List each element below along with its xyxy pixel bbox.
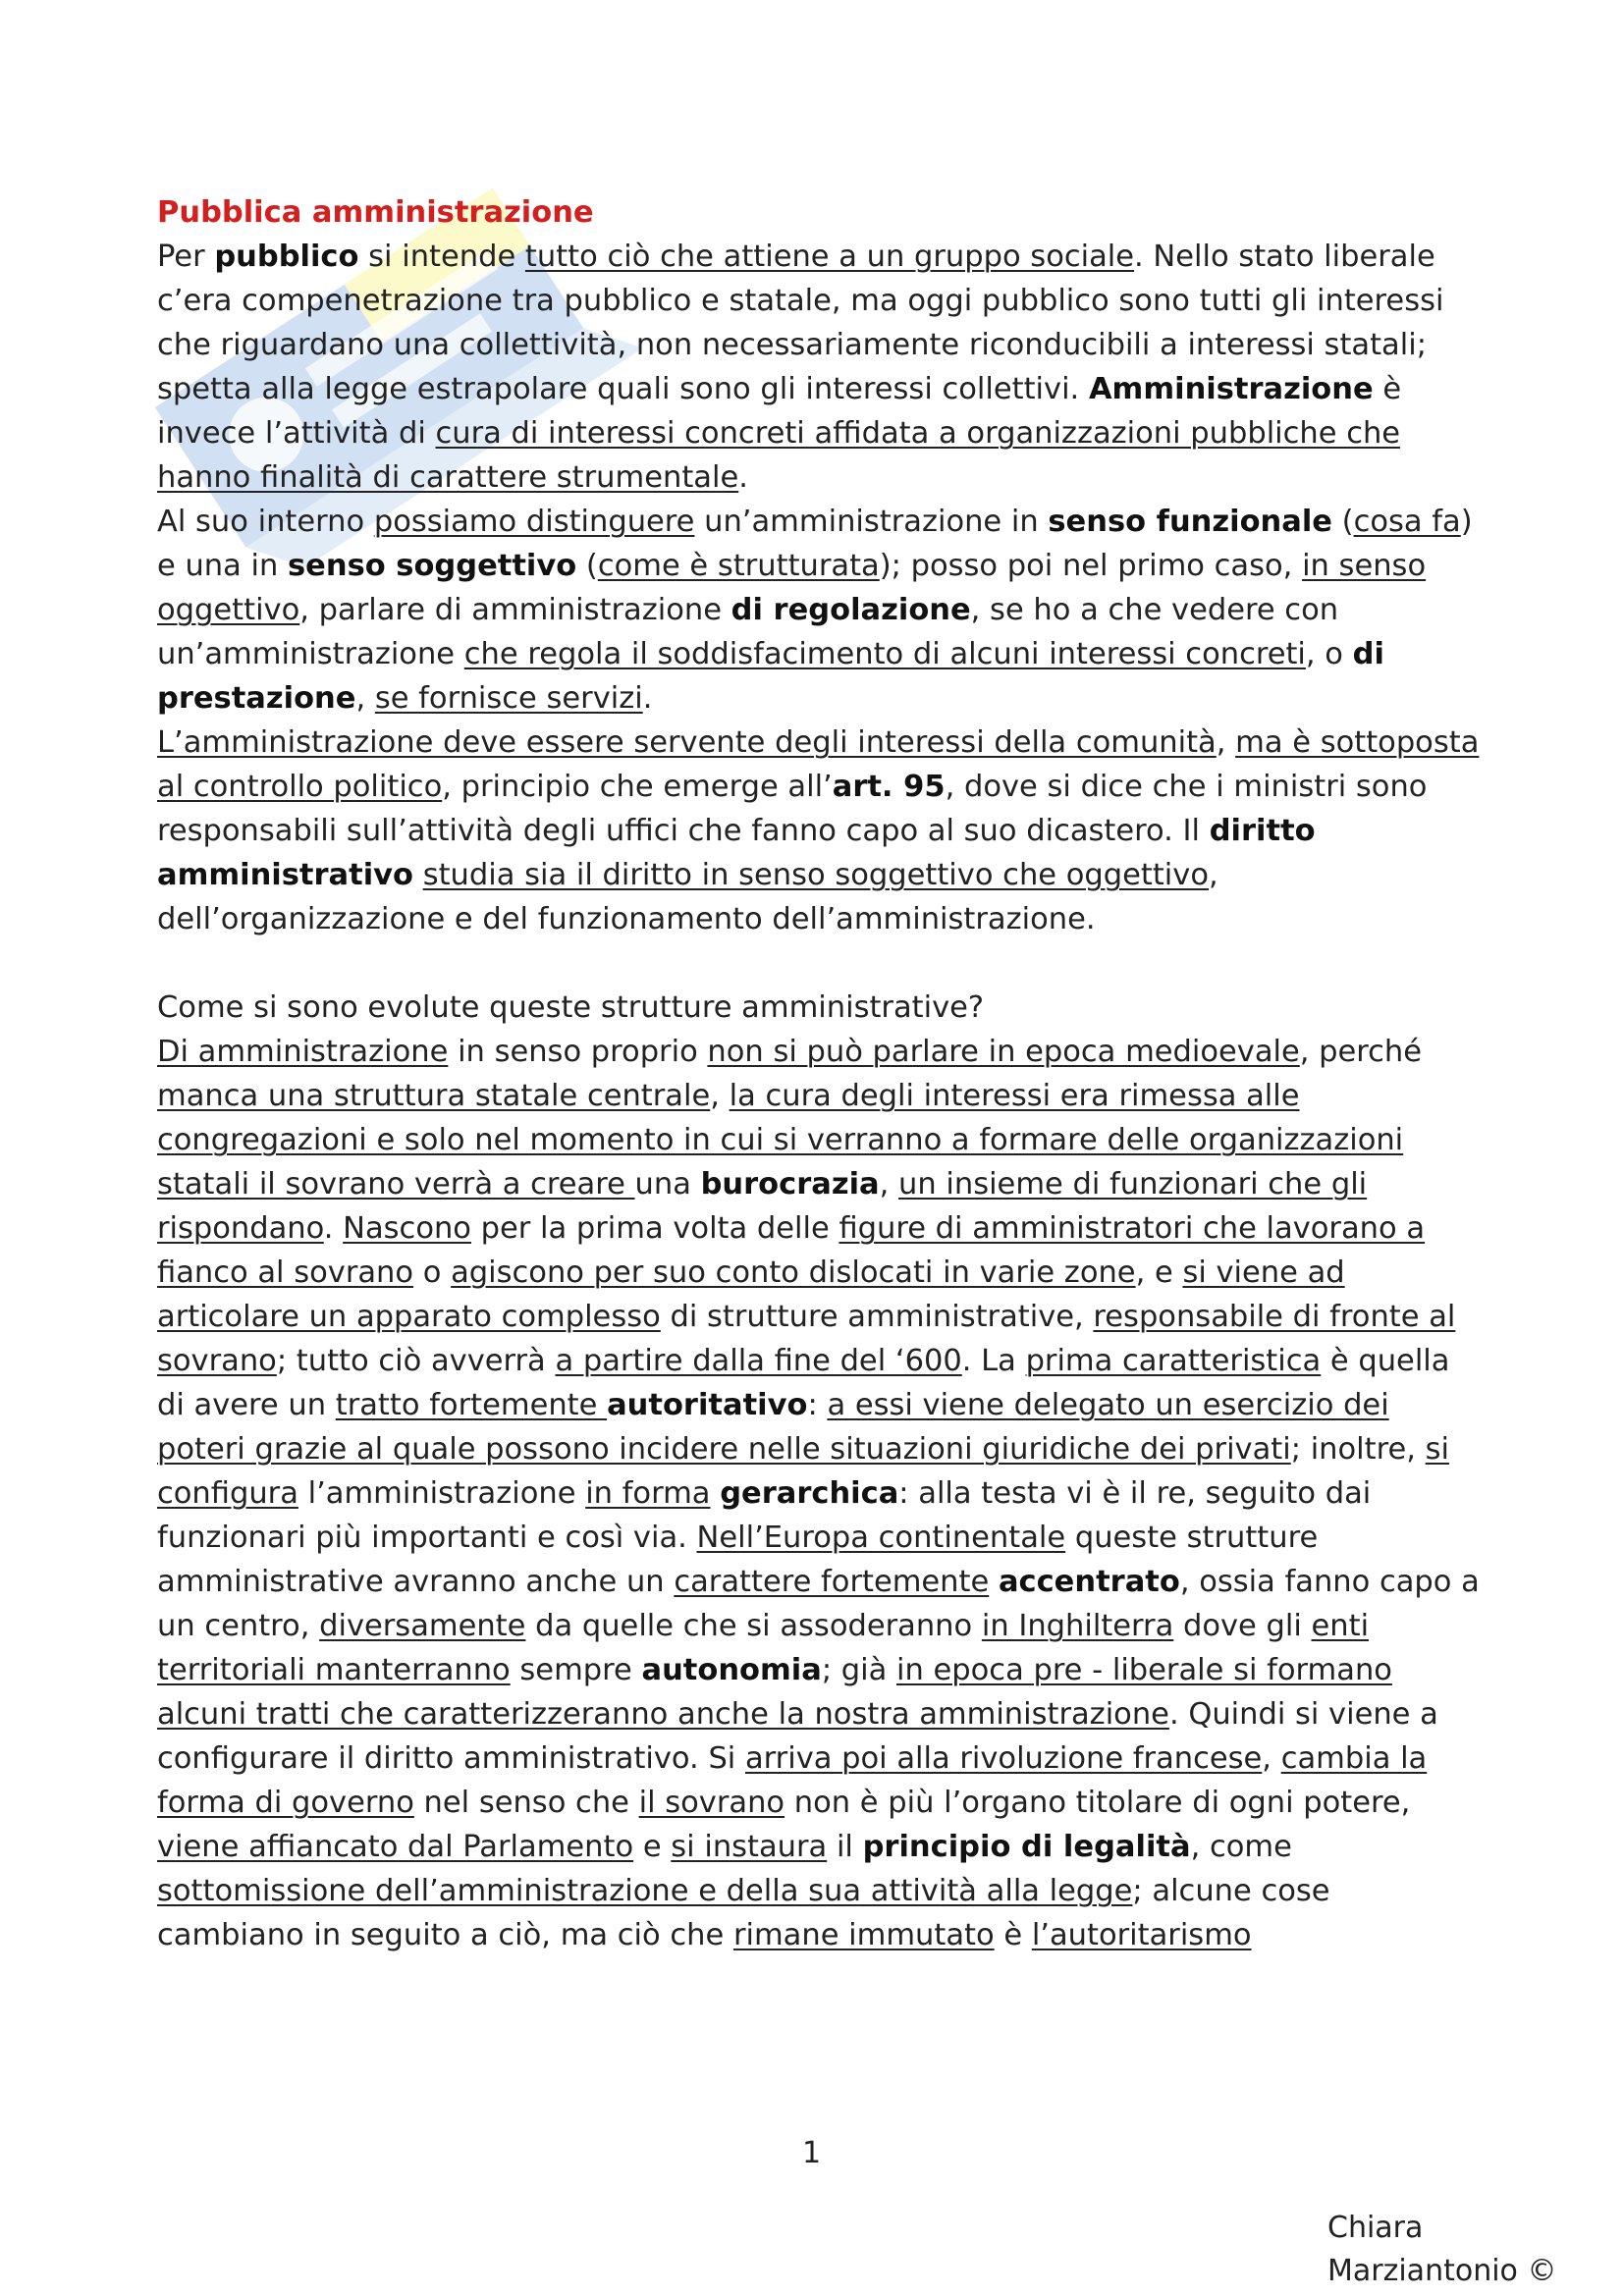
text-run: . La — [961, 1344, 1026, 1378]
text-run — [989, 1565, 999, 1599]
text-run: ); posso poi nel primo caso, — [879, 549, 1303, 583]
text-run: ( — [576, 549, 598, 583]
text-run: , dove si dice che i ministri sono responsabili sull’attività degli uffici che fanno capo al suo dicastero. Il — [157, 770, 1428, 848]
underlined-text: cambia la forma di governo — [157, 1741, 1428, 1820]
underlined-text: ma è sottoposta al controllo politico — [157, 725, 1480, 804]
text-run: nel senso che — [413, 1786, 639, 1820]
text-run: . — [642, 681, 653, 716]
bold-term: gerarchica — [720, 1476, 899, 1511]
text-run: o — [413, 1255, 452, 1290]
text-run: in senso proprio — [448, 1035, 708, 1069]
text-run: è invece l’attività di — [157, 372, 1402, 451]
underlined-text: carattere fortemente — [674, 1565, 990, 1599]
underlined-text: arriva poi alla rivoluzione francese — [744, 1741, 1263, 1776]
text-run: , — [879, 1167, 899, 1201]
text-run: l’amministrazione — [298, 1476, 586, 1511]
text-run: , — [355, 681, 375, 716]
underlined-text: cosa fa — [1353, 505, 1461, 539]
bold-term: senso soggettivo — [288, 549, 577, 583]
text-run: . — [323, 1211, 344, 1246]
underlined-text: in senso oggettivo — [157, 549, 1427, 627]
author-footer: Chiara Marziantonio © — [1327, 2211, 1557, 2288]
underlined-text: agiscono per suo conto dislocati in varie zone — [451, 1255, 1136, 1290]
text-run: , come — [1190, 1830, 1292, 1864]
text-run: ; tutto ciò avverrà — [276, 1344, 556, 1378]
paragraph-spacer — [157, 941, 1483, 986]
text-run: , ossia fanno capo a un centro, — [157, 1565, 1480, 1643]
text-run: per la prima volta delle — [470, 1211, 839, 1246]
text-run: , — [1216, 725, 1236, 760]
text-run: , e — [1135, 1255, 1183, 1290]
document-body — [157, 190, 1483, 1957]
underlined-text: si instaura — [671, 1830, 828, 1864]
underlined-text: che regola il soddisfacimento di alcuni interessi concreti — [463, 637, 1306, 671]
text-run: sempre — [510, 1653, 642, 1687]
underlined-text: a essi viene delegato un esercizio dei poteri grazie al quale possono incidere nelle situazioni giuridiche dei privati — [157, 1388, 1389, 1467]
page-number: 1 — [801, 2136, 822, 2170]
underlined-text: responsabile di fronte al sovrano — [157, 1300, 1456, 1378]
underlined-text: la cura degli interessi era rimessa alle congregazioni e solo nel momento in cui si verranno a formare delle organizzazioni statali il sovrano verrà a creare — [157, 1079, 1404, 1201]
text-run: di strutture amministrative, — [660, 1300, 1094, 1334]
underlined-text: in epoca pre - liberale si formano alcuni tratti che caratterizzeranno anche la nostra amministrazione — [157, 1653, 1392, 1732]
bold-term: diritto amministrativo — [157, 814, 1316, 892]
text-run: . Quindi si viene a configurare il diritto amministrativo. Si — [157, 1697, 1438, 1776]
bold-term: art. 95 — [832, 770, 946, 804]
underlined-text: tratto fortemente — [335, 1388, 608, 1422]
underlined-text: cura di interessi concreti affidata a organizzazioni pubbliche che hanno finalità di carattere strumentale — [157, 416, 1401, 495]
text-run: queste strutture amministrative avranno anche un — [157, 1521, 1319, 1599]
underlined-text: possiamo distinguere — [373, 505, 695, 539]
text-run: . Nello stato liberale c’era compenetrazione tra pubblico e statale, ma oggi pubblico sono tutti gli interessi che riguardano una collettività, non necessariamente riconducibili a interessi statali; spetta alla legge estrapolare quali sono gli interessi collettivi. — [157, 240, 1444, 406]
bold-term: burocrazia — [700, 1167, 880, 1201]
text-run: una — [634, 1167, 701, 1201]
bold-term: principio di legalità — [862, 1830, 1191, 1864]
bold-term: di regolazione — [730, 593, 971, 627]
text-run: , — [1262, 1741, 1281, 1776]
text-run: Per — [157, 240, 215, 274]
text-run: un’amministrazione in — [694, 505, 1049, 539]
paragraph — [157, 721, 1483, 941]
text-run: da quelle che si assoderanno — [525, 1609, 982, 1643]
underlined-text: si viene ad articolare un apparato complesso — [157, 1255, 1345, 1334]
underlined-text: non si può parlare in epoca medioevale — [707, 1035, 1300, 1069]
paragraph — [157, 1030, 1483, 1957]
text-run: è — [994, 1918, 1032, 1952]
text-run — [711, 1476, 721, 1511]
bold-term: di prestazione — [157, 637, 1384, 716]
text-run: ; alcune cose cambiano in seguito a ciò, ma ciò che — [157, 1874, 1330, 1952]
text-run: ; inoltre, — [1290, 1432, 1426, 1467]
underlined-text: Nascono — [343, 1211, 471, 1246]
underlined-text: un insieme di funzionari che gli rispondano — [157, 1167, 1368, 1246]
underlined-text: diversamente — [319, 1609, 526, 1643]
underlined-text: sottomissione dell’amministrazione e della sua attività alla legge — [157, 1874, 1133, 1908]
underlined-text: manca una struttura statale centrale — [157, 1079, 711, 1113]
bold-term: autoritativo — [607, 1388, 808, 1422]
underlined-text: in forma — [585, 1476, 711, 1511]
bold-term: pubblico — [214, 240, 359, 274]
text-run: . — [738, 460, 748, 495]
text-run: , se ho a che vedere con un’amministrazione — [157, 593, 1339, 671]
text-run: il — [827, 1830, 863, 1864]
bold-term: autonomia — [641, 1653, 822, 1687]
underlined-text: Di amministrazione — [157, 1035, 449, 1069]
bold-term: Amministrazione — [1088, 372, 1374, 406]
text-run: , o — [1305, 637, 1353, 671]
text-run: ) e una in — [157, 505, 1473, 583]
text-run: , principio che emerge all’ — [442, 770, 833, 804]
paragraph — [157, 986, 1483, 1030]
text-run: non è più l’organo titolare di ogni potere, — [784, 1786, 1411, 1820]
text-run: dove gli — [1173, 1609, 1312, 1643]
text-run: , — [710, 1079, 730, 1113]
underlined-text: viene affiancato dal Parlamento — [157, 1830, 634, 1864]
text-run: è quella di avere un — [157, 1344, 1450, 1422]
underlined-text: si configura — [157, 1432, 1449, 1511]
text-run: Come si sono evolute queste strutture amministrative? — [157, 990, 985, 1025]
underlined-text: in Inghilterra — [981, 1609, 1174, 1643]
underlined-text: rimane immutato — [732, 1918, 995, 1952]
text-run: , dell’organizzazione e del funzionamento dell’amministrazione. — [157, 858, 1218, 936]
text-run: : alla testa vi è il re, seguito dai funzionari più importanti e così via. — [157, 1476, 1372, 1555]
underlined-text: L’amministrazione deve essere servente degli interessi della comunità — [157, 725, 1217, 760]
paragraph — [157, 235, 1483, 500]
underlined-text: figure di amministratori che lavorano a fianco al sovrano — [157, 1211, 1426, 1290]
underlined-text: tutto ciò che attiene a un gruppo sociale — [524, 240, 1135, 274]
bold-term: accentrato — [998, 1565, 1180, 1599]
text-run: : — [807, 1388, 828, 1422]
text-run: , perché — [1299, 1035, 1423, 1069]
text-run: e — [633, 1830, 672, 1864]
text-run: , parlare di amministrazione — [299, 593, 731, 627]
text-run: ( — [1331, 505, 1354, 539]
text-run: si intende — [358, 240, 525, 274]
underlined-text: il sovrano — [638, 1786, 785, 1820]
bold-term: senso funzionale — [1048, 505, 1332, 539]
underlined-text: l’autoritarismo — [1031, 1918, 1252, 1952]
text-run: ; già — [821, 1653, 897, 1687]
underlined-text: se fornisce servizi — [374, 681, 643, 716]
text-run — [413, 858, 423, 892]
underlined-text: studia sia il diritto in senso soggettivo che oggettivo — [422, 858, 1209, 892]
text-run: Al suo interno — [157, 505, 374, 539]
underlined-text: a partire dalla fine del ‘600 — [555, 1344, 962, 1378]
paragraph — [157, 500, 1483, 721]
underlined-text: come è strutturata — [597, 549, 880, 583]
underlined-text: prima caratteristica — [1025, 1344, 1322, 1378]
underlined-text: enti territoriali manterranno — [157, 1609, 1370, 1687]
underlined-text: Nell’Europa continentale — [696, 1521, 1066, 1555]
page-title: Pubblica amministrazione — [157, 195, 594, 230]
